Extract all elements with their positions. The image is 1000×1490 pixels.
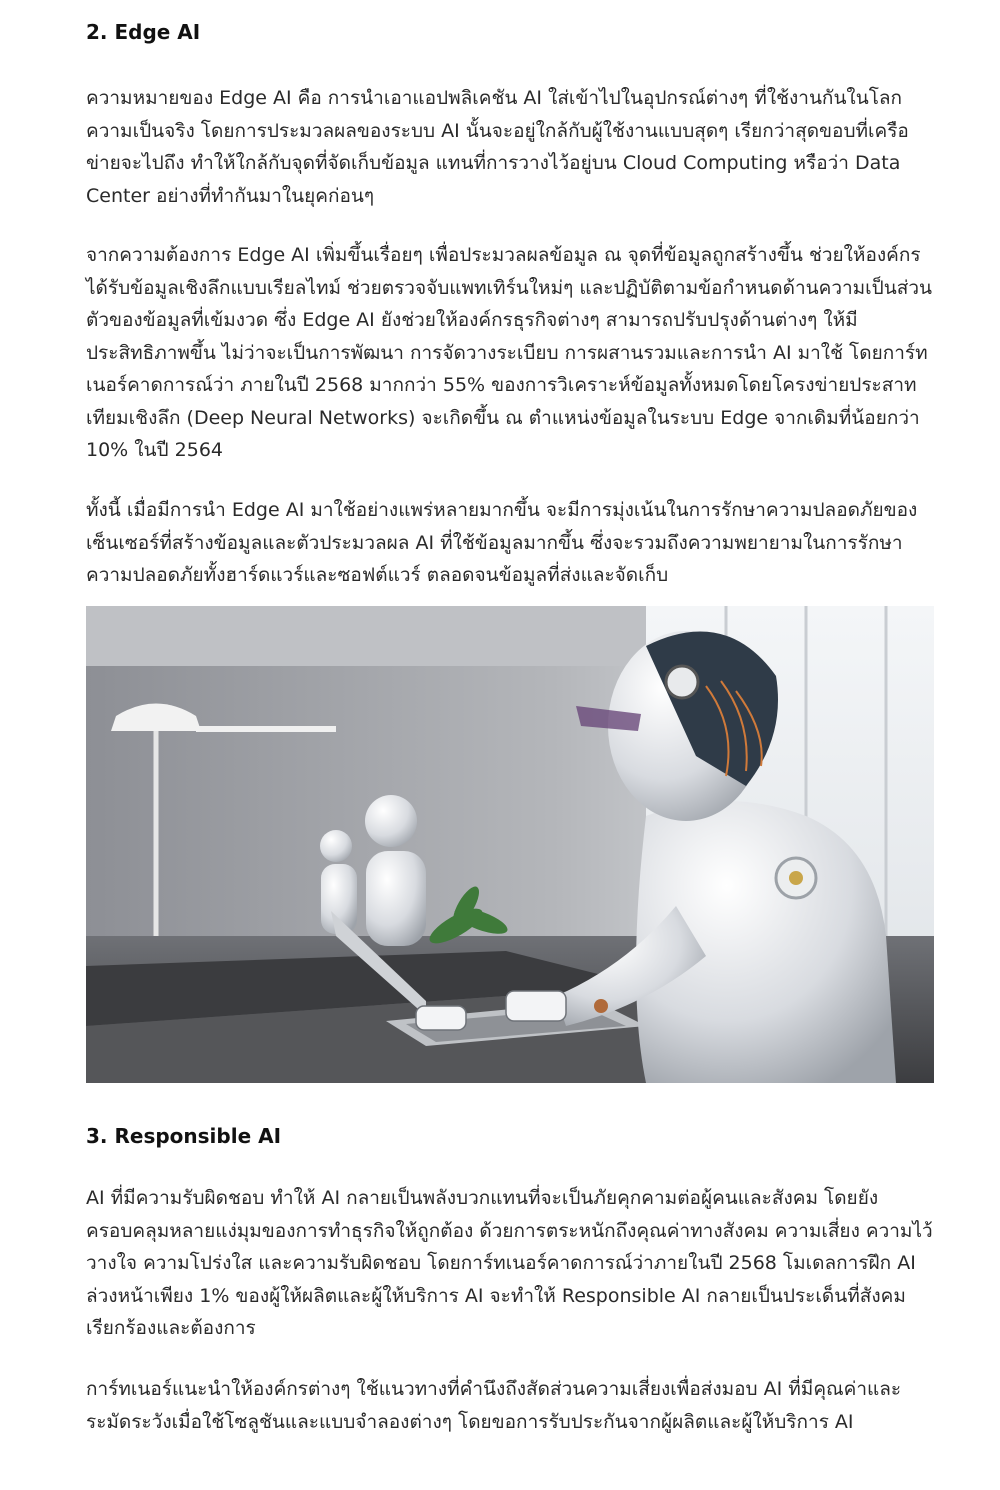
paragraph-responsible-ai-definition: AI ที่มีความรับผิดชอบ ทำให้ AI กลายเป็นพลังบวกแทนที่จะเป็นภัยคุกคามต่อผู้คนและสังคม โดยยังครอบคลุมหลายแง่มุมของการทำธุรกิจให้ถูกต้อง ด้วยการตระหนักถึงคุณค่าทางสังคม ความเสี่ยง ความไว้วางใจ ความโปร่งใส และความรับผิดชอบ โดยการ์ทเนอร์คาดการณ์ว่าภายในปี 2568 โมเดลการฝึก AI ล่วงหน้าเพียง 1% ของผู้ให้ผลิตและผู้ให้บริการ AI จะทำให้ Responsible AI กลายเป็นประเด็นที่สังคมเรียกร้องและต้องการ xyxy=(86,1187,933,1339)
paragraph-responsible-ai-gartner: การ์ทเนอร์แนะนำให้องค์กรต่างๆ ใช้แนวทางที่คำนึงถึงสัดส่วนความเสี่ยงเพื่อส่งมอบ AI ที่มีคุณค่าและระมัดระวังเมื่อใช้โซลูชันและแบบจำลองต่างๆ โดยขอการรับประกันจากผู้ผลิตและผู้ให้บริการ AI xyxy=(86,1378,902,1433)
paragraph-edge-ai-definition: ความหมายของ Edge AI คือ การนำเอาแอปพลิเคชัน AI ใส่เข้าไปในอุปกรณ์ต่างๆ ที่ใช้งานกันในโลกความเป็นจริง โดยการประมวลผลของระบบ AI นั้นจะอยู่ใกล้กับผู้ใช้งานแบบสุดๆ เรียกว่าสุดขอบที่เครือข่ายจะไปถึง ทำให้ใกล้กับจุดที่จัดเก็บข้อมูล แทนที่การวางไว้อยู่บน Cloud Computing หรือว่า Data Center อย่างที่ทำกันมาในยุคก่อนๆ xyxy=(86,87,909,207)
section-heading-edge-ai: 2. Edge AI xyxy=(86,20,201,44)
section-heading-responsible-ai: 3. Responsible AI xyxy=(86,1124,282,1148)
paragraph-edge-ai-demand: จากความต้องการ Edge AI เพิ่มขึ้นเรื่อยๆ เพื่อประมวลผลข้อมูล ณ จุดที่ข้อมูลถูกสร้างขึ้น ช่วยให้องค์กรได้รับข้อมูลเชิงลึกแบบเรียลไทม์ ช่วยตรวจจับแพทเทิร์นใหม่ๆ และปฏิบัติตามข้อกำหนดด้านความเป็นส่วนตัวของข้อมูลที่เข้มงวด ซึ่ง Edge AI ยังช่วยให้องค์กรธุรกิจต่างๆ สามารถปรับปรุงด้านต่างๆ ให้มีประสิทธิภาพขึ้น ไม่ว่าจะเป็นการพัฒนา การจัดวางระเบียบ การผสานรวมและการนำ AI มาใช้ โดยการ์ทเนอร์คาดการณ์ว่า ภายในปี 2568 มากกว่า 55% ของการวิเคราะห์ข้อมูลทั้งหมดโดยโครงข่ายประสาทเทียมเชิงลึก (Deep Neural Networks) จะเกิดขึ้น ณ ตำแหน่งข้อมูลในระบบ Edge จากเดิมที่น้อยกว่า 10% ในปี 2564 xyxy=(86,244,932,461)
robots-photo xyxy=(86,606,934,1083)
robots-illustration xyxy=(86,606,934,1083)
paragraph-edge-ai-security: ทั้งนี้ เมื่อมีการนำ Edge AI มาใช้อย่างแพร่หลายมากขึ้น จะมีการมุ่งเน้นในการรักษาความปลอดภัยของเซ็นเซอร์ที่สร้างข้อมูลและตัวประมวลผล AI ที่ใช้ข้อมูลมากขึ้น ซึ่งจะรวมถึงความพยายามในการรักษาความปลอดภัยทั้งฮาร์ดแวร์และซอฟต์แวร์ ตลอดจนข้อมูลที่ส่งและจัดเก็บ xyxy=(86,499,918,586)
